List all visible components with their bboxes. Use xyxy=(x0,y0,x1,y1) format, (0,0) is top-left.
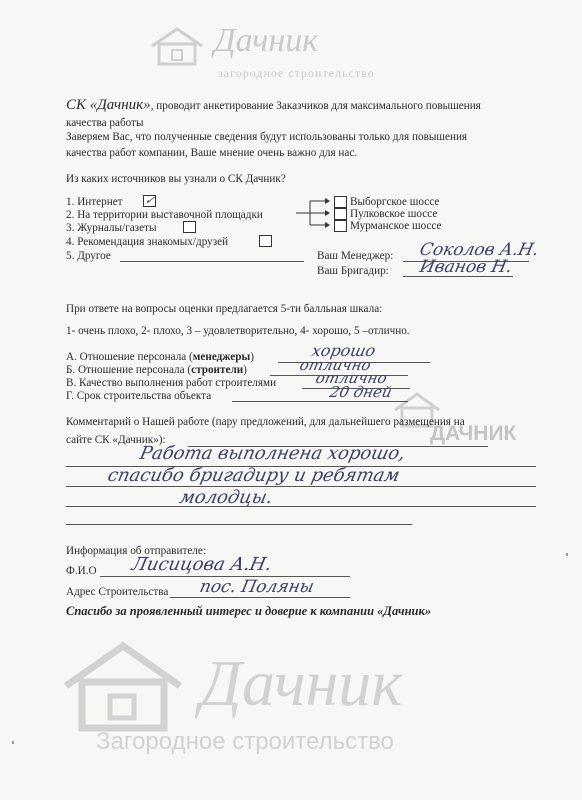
foreman-value: Иванов Н. xyxy=(417,257,514,277)
comment-line-3 xyxy=(66,506,536,507)
watermark-mid-brand: ДАЧНИК xyxy=(430,422,517,445)
rating-builders-value: отлично xyxy=(298,356,373,374)
company-brand: СК «Дачник» xyxy=(66,97,151,113)
comment-line-2 xyxy=(66,486,536,487)
other-answer-line xyxy=(120,261,304,262)
intro-line-1 xyxy=(66,99,481,113)
checkbox-recommendation[interactable] xyxy=(259,235,272,247)
rating-duration-line xyxy=(232,401,408,402)
sender-address-line xyxy=(170,597,350,598)
watermark-bottom-brand: Дачник xyxy=(200,647,403,720)
rating-builders-label: Б. Отношение персонала (строители) xyxy=(66,364,247,376)
check-mark-icon: ✓ xyxy=(143,193,157,207)
watermark-bottom-sub: Загородное строительство xyxy=(96,728,394,755)
comment-text-3: молодцы. xyxy=(177,487,275,508)
sender-address-label: Адрес Строительства xyxy=(66,586,169,598)
rating-quality-value: отлично xyxy=(314,369,389,387)
foreman-label: Ваш Бригадир: xyxy=(317,265,389,277)
checkbox-vyborgskoe[interactable] xyxy=(334,196,347,208)
intro-text: , проводит анкетирование Заказчиков для максимального повышения xyxy=(150,100,481,112)
highway-murmanskoe: Мурманское шоссе xyxy=(350,220,442,232)
sources-question: Из каких источников вы узнали о СК Дачник? xyxy=(66,173,286,185)
source-item-internet: 1. Интернет xyxy=(66,196,123,208)
sender-name-label: Ф.И.О xyxy=(66,565,97,577)
sender-address-value: пос. Поляны xyxy=(197,577,316,597)
arrow-connector-icon xyxy=(296,196,336,232)
source-item-exhibition: 2. На территории выставочной площадки xyxy=(66,209,263,221)
manager-label: Ваш Менеджер: xyxy=(317,250,394,262)
intro-line-4: качества работ компании, Ваше мнение очень важно для нас. xyxy=(66,147,358,159)
checkbox-murmanskoe[interactable] xyxy=(334,220,347,232)
checkbox-pulkovskoe[interactable] xyxy=(334,208,347,220)
highway-vyborgskoe: Выборгское шоссе xyxy=(350,196,440,208)
source-item-magazines: 3. Журналы/газеты xyxy=(66,222,157,234)
checkbox-internet[interactable] xyxy=(143,195,156,207)
manager-value: Соколов А.Н. xyxy=(417,240,541,260)
intro-line-2: качества работы xyxy=(66,117,144,129)
sender-heading: Информация об отправителе: xyxy=(66,545,206,557)
comment-label-line-1: Комментарий о Нашей работе (пару предложений, для дальнейшего размещения на xyxy=(66,416,465,428)
comment-text-2: спасибо бригадиру и ребятам xyxy=(105,465,402,486)
scan-mark xyxy=(12,741,14,744)
house-logo-icon xyxy=(58,640,188,732)
source-item-other: 5. Другое xyxy=(66,250,111,262)
comment-line-4 xyxy=(66,524,412,525)
comment-label-line-2: сайте СК «Дачник»): xyxy=(66,434,166,446)
highway-pulkovskoe: Пулковское шоссе xyxy=(350,208,438,220)
scale-legend: 1- очень плохо, 2- плохо, 3 – удовлетворительно, 4- хорошо, 5 –отлично. xyxy=(66,325,410,337)
scale-intro: При ответе на вопросы оценки предлагается 5-ти балльная шкала: xyxy=(66,303,383,315)
watermark-top-sub: загородное строительство xyxy=(218,66,375,80)
house-logo-icon xyxy=(148,26,206,66)
intro-line-3: Заверяем Вас, что полученные сведения будут использованы только для повышения xyxy=(66,131,468,143)
sender-name-value: Лисицова А.Н. xyxy=(129,554,274,575)
watermark-top-brand: Дачник xyxy=(214,22,319,59)
thanks-note: Спасибо за проявленный интерес и доверие к компании «Дачник» xyxy=(66,604,432,618)
rating-duration-label: Г. Срок строительства объекта xyxy=(66,390,212,402)
scan-mark xyxy=(566,553,568,556)
comment-text-1: Работа выполнена хорошо, xyxy=(137,443,408,464)
rating-managers-label: А. Отношение персонала (менеджеры) xyxy=(66,351,254,363)
source-item-recommendation: 4. Рекомендация знакомых/друзей xyxy=(66,236,229,248)
rating-managers-value: хорошо xyxy=(309,341,378,360)
checkbox-magazines[interactable] xyxy=(183,221,196,233)
rating-duration-value: 20 дней xyxy=(328,383,394,401)
rating-quality-label: В. Качество выполнения работ строителями xyxy=(66,377,277,389)
